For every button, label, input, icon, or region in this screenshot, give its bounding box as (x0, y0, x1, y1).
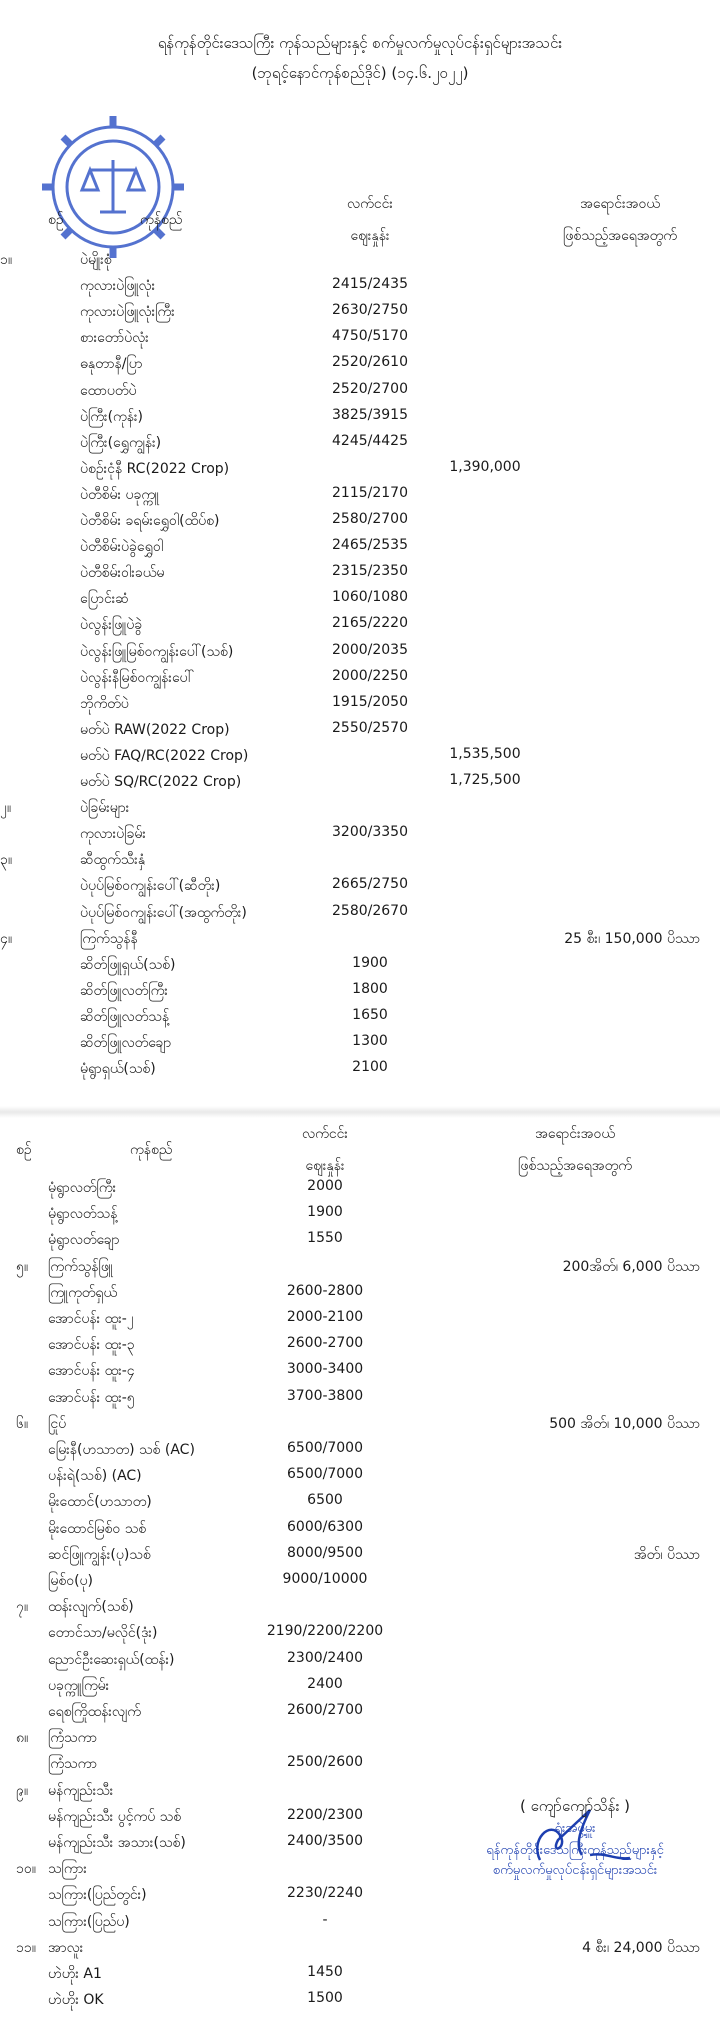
table-row (0, 1257, 720, 1281)
row-price: 4750/5170 (332, 328, 408, 345)
row-name: ဆိတ်ဖြူလတ်ကြီး (80, 982, 168, 999)
table-row (0, 1361, 720, 1385)
row-name: မတ်ပဲ RAW(2022 Crop) (80, 721, 230, 738)
row-price: 8000/9500 (287, 1544, 363, 1561)
row-rem: အိတ်၊ ပိဿာ (633, 1546, 700, 1563)
row-name: မြေးနီ(ဟသာတ) သစ် (AC) (48, 1442, 195, 1458)
signatory-position: ရုံးအဖွဲ့မှူး (554, 1821, 596, 1836)
row-price: 2665/2750 (332, 876, 408, 893)
table-row (0, 1597, 720, 1621)
row-price: 2165/2220 (332, 615, 408, 632)
row-price: 2190/2200/2200 (266, 1623, 384, 1640)
row-price: 4245/4425 (332, 432, 408, 449)
row-name: ကြက်သွန်ဖြူ (48, 1258, 113, 1275)
table-row (0, 1466, 720, 1490)
row-price: 2300/2400 (287, 1649, 363, 1666)
row-price: 1060/1080 (332, 589, 408, 606)
row-no: ၃။ (0, 852, 13, 869)
row-name: ပဲလွန်းနီမြစ်ဝကျွန်းပေါ် (80, 669, 194, 686)
row-price: 2315/2350 (332, 563, 408, 580)
header-no-2: စဉ် (16, 1142, 32, 1158)
row-price: 2600-2800 (286, 1282, 364, 1299)
row-price: 6500/7000 (287, 1440, 363, 1456)
row-name: မတ်ပဲ SQ/RC(2022 Crop) (80, 774, 242, 790)
table-row (0, 1178, 720, 1202)
row-name: တောင်သာ/မလိုင်(ဒုံး) (48, 1625, 158, 1642)
row-name: မိုးထောင်(ဟသာတ) (48, 1494, 152, 1511)
row-name: ရေစကြိုထန်းလျက် (48, 1704, 141, 1720)
row-mid: 1,390,000 (449, 458, 521, 475)
table-row (0, 1388, 720, 1412)
row-name: ကြံသကာ (48, 1730, 98, 1747)
row-no: ၁၁။ (16, 1939, 36, 1956)
row-no: ၅။ (16, 1258, 29, 1275)
row-price: 3700-3800 (286, 1387, 364, 1404)
row-name: ထန်းလျက်(သစ်) (48, 1599, 134, 1616)
row-name: ပဲလွန်းဖြူမြစ်ဝကျွန်းပေါ်(သစ်) (80, 643, 234, 660)
row-name: မန်ကျည်းသီး အသား(သစ်) (48, 1835, 186, 1851)
table-row (0, 1519, 720, 1543)
header-price-line2-2: ဈေးနှုန်း (305, 1158, 345, 1174)
association-seal-icon (38, 112, 188, 262)
row-price: 2415/2435 (332, 276, 408, 293)
row-price: 2465/2535 (332, 537, 408, 554)
header-volume-line1: အရောင်းအဝယ် (580, 196, 660, 212)
row-no: ၉။ (16, 1782, 29, 1799)
row-price: 9000/10000 (282, 1571, 368, 1587)
table-row (0, 407, 720, 431)
row-name: အာလူး (48, 1939, 84, 1956)
table-row (0, 433, 720, 457)
table-row (0, 772, 720, 796)
row-name: ပဲတီစိမ်း ပခုက္ကူ (80, 486, 160, 503)
table-row (0, 1990, 720, 2014)
table-row (0, 1885, 720, 1909)
row-price: 2400/3500 (287, 1833, 363, 1849)
row-name: ပဲပုပ်မြစ်ဝကျွန်းပေါ်(ဆီတိုး) (80, 878, 221, 895)
row-name: အောင်ပန်း ထူး-၃ (48, 1337, 135, 1354)
table-row (0, 668, 720, 692)
table-row (0, 694, 720, 718)
table-row (0, 1309, 720, 1333)
row-name: ဟဲဟိုး A1 (48, 1966, 102, 1982)
table-row (0, 1204, 720, 1228)
row-price: 2100 (352, 1059, 388, 1076)
row-name: ဟဲဟိုး OK (48, 1992, 104, 2009)
row-price: 2200/2300 (287, 1806, 363, 1823)
header-price-line2: ဈေးနှုန်း (350, 228, 390, 244)
row-price: 2115/2170 (332, 484, 408, 501)
table-row (0, 850, 720, 874)
table-row (0, 1650, 720, 1674)
row-name: ပဲစဉ်းငုံနီ RC(2022 Crop) (80, 460, 230, 477)
row-name: ဆင်ဖြူကျွန်း(ပု)သစ် (48, 1546, 151, 1563)
table-row (0, 720, 720, 744)
row-name: မုံရွာလတ်ကြီး (48, 1180, 117, 1196)
page-divider (0, 1106, 720, 1118)
row-rem: 500 အိတ်၊ 10,000 ပိဿာ (549, 1415, 700, 1432)
row-price: 1300 (352, 1033, 388, 1049)
row-no: ၁၀။ (16, 1861, 36, 1878)
row-price: 2520/2700 (332, 380, 408, 397)
table-row (0, 1283, 720, 1307)
row-name: ညောင်ဦးဆေးရှယ်(ထန်း) (48, 1651, 175, 1668)
row-name: သကြား(ပြည်ပ) (48, 1913, 130, 1930)
table-row (0, 903, 720, 927)
table-row (0, 537, 720, 561)
header-no: စဉ် (48, 212, 64, 228)
row-no: ၆။ (16, 1415, 29, 1432)
table-row (0, 1335, 720, 1359)
row-price: - (322, 1911, 328, 1928)
table-row (0, 302, 720, 326)
table-row (0, 1728, 720, 1752)
table-row (0, 485, 720, 509)
row-price: 2580/2700 (332, 511, 408, 527)
row-name: မုံရွာလတ်ချော (48, 1232, 120, 1249)
table-row (0, 1033, 720, 1057)
row-name: ပန်းရဲ(သစ်) (AC) (48, 1468, 142, 1485)
row-name: မုံရွာလတ်သန့် (48, 1206, 118, 1223)
row-price: 2000/2035 (332, 641, 408, 658)
row-price: 2630/2750 (332, 302, 408, 319)
row-no: ၇။ (16, 1599, 29, 1616)
table-row (0, 824, 720, 848)
row-price: 2580/2670 (332, 902, 408, 919)
row-price: 1800 (352, 980, 388, 997)
row-name: ကုလားပဲဖြူလုံးကြီး (80, 304, 175, 321)
table-row (0, 955, 720, 979)
row-name: မြစ်ဝ(ပု) (48, 1573, 93, 1589)
document-title: ရန်ကုန်တိုင်းဒေသကြီး ကုန်သည်များနှင့် စက်မှုလက်မှုလုပ်ငန်းရှင်များအသင်း (157, 34, 563, 52)
row-price: 2000-2100 (286, 1309, 364, 1325)
row-name: ပဲကြီး(ရွှေကျွန်း) (80, 434, 162, 451)
row-price: 6000/6300 (287, 1518, 363, 1535)
row-price: 2550/2570 (332, 719, 408, 736)
row-price: 1915/2050 (332, 693, 408, 710)
table-row (0, 1676, 720, 1700)
row-name: ထောပတ်ပဲ (80, 382, 137, 399)
table-row (0, 1230, 720, 1254)
table-row (0, 1007, 720, 1031)
row-price: 1900 (307, 1204, 343, 1221)
row-name: ဆိတ်ဖြူလတ်သန့် (80, 1008, 170, 1025)
table-row (0, 615, 720, 639)
row-name: ပခုက္ကူကြမ်း (48, 1677, 110, 1694)
row-name: ဆိတ်ဖြူရှယ်(သစ်) (80, 956, 176, 973)
row-rem: 25 စီး၊ 150,000 ပိဿာ (564, 930, 700, 947)
row-price: 1900 (352, 954, 388, 971)
table-row (0, 459, 720, 483)
row-name: ပဲလွန်းဖြူပဲခွဲ (80, 617, 143, 634)
table-row (0, 929, 720, 953)
row-mid: 1,535,500 (449, 745, 521, 762)
row-name: ပဲခြမ်းများ (80, 800, 130, 817)
row-price: 2500/2600 (287, 1754, 363, 1771)
row-name: မိုးထောင်မြစ်ဝ သစ် (48, 1520, 147, 1537)
row-price: 3825/3915 (332, 406, 408, 423)
row-price: 3000-3400 (286, 1361, 364, 1378)
row-no: ၁။ (0, 252, 13, 268)
row-name: ပဲတီစိမ်း ခရမ်းရွှေဝါ(ထိပ်စ) (80, 513, 220, 529)
header-price-line1: လက်ငင်း (347, 196, 393, 212)
row-name: မန်ကျည်းသီး (48, 1782, 114, 1799)
row-name: ကုလားပဲခြမ်း (80, 826, 146, 843)
table-row (0, 1912, 720, 1936)
row-name: ဆိတ်ဖြူလတ်ချော (80, 1035, 172, 1051)
row-price: 2230/2240 (287, 1885, 363, 1902)
table-row (0, 1754, 720, 1778)
header-volume-line1-2: အရောင်းအဝယ် (535, 1126, 615, 1142)
row-name: ကြံသကာ (48, 1756, 98, 1773)
table-row (0, 250, 720, 274)
row-rem: 200အိတ်၊ 6,000 ပိဿာ (562, 1258, 700, 1275)
signatory-org-line2: စက်မှုလက်မှုလုပ်ငန်းရှင်များအသင်း (492, 1863, 658, 1878)
table-row (0, 1623, 720, 1647)
table-row (0, 328, 720, 352)
table-row (0, 981, 720, 1005)
table-row (0, 642, 720, 666)
row-price: 3200/3350 (332, 824, 408, 841)
table-row (0, 1571, 720, 1595)
row-name: ပဲမျိုးစုံ (80, 252, 112, 268)
row-price: 2000 (307, 1178, 343, 1194)
table-row (0, 1545, 720, 1569)
table-row (0, 1702, 720, 1726)
row-price: 2400 (307, 1675, 343, 1692)
table-row (0, 1492, 720, 1516)
table-row (0, 1059, 720, 1083)
row-name: ပဲတီစိမ်းဝါးခယ်မ (80, 565, 165, 582)
row-name: ပဲကြီး(ကုန်း) (80, 408, 144, 425)
row-name: သကြား (48, 1861, 87, 1878)
table-row (0, 1938, 720, 1962)
signatory-name: ( ကျော်ကျော်သိန်း ) (519, 1797, 631, 1815)
row-price: 1450 (307, 1964, 343, 1980)
table-row (0, 1964, 720, 1988)
signatory-org-line1: ရန်ကုန်တိုင်းဒေသကြီးကုန်သည်များနှင့် (486, 1843, 664, 1858)
table-row (0, 746, 720, 770)
header-volume-line2-2: ဖြစ်သည့်အရေအတွက် (518, 1158, 632, 1174)
row-name: ဘိုကိတ်ပဲ (80, 695, 129, 712)
row-rem: 4 စီး၊ 24,000 ပိဿာ (582, 1939, 700, 1956)
header-price-line1-2: လက်ငင်း (302, 1126, 348, 1142)
row-name: ပဲပုပ်မြစ်ဝကျွန်းပေါ်(အထွက်တိုး) (80, 904, 247, 921)
row-name: ပြောင်းဆံ (80, 591, 129, 608)
table-row (0, 876, 720, 900)
table-row (0, 511, 720, 535)
row-price: 6500/7000 (287, 1466, 363, 1483)
row-name: မန်ကျည်းသီး ပွင့်ကပ် သစ် (48, 1808, 182, 1825)
row-name: အောင်ပန်း ထူး-၂ (48, 1311, 134, 1327)
row-name: ဓနုတာနီ/ပြာ (80, 356, 143, 373)
document-subtitle: (ဘုရင့်နောင်ကုန်စည်ဒိုင်) (၁၄.၆.၂၀၂၂) (251, 64, 469, 82)
row-no: ၈။ (16, 1730, 29, 1747)
row-price: 2600-2700 (286, 1335, 364, 1352)
row-name: ကုလားပဲဖြူလုံး (80, 278, 156, 295)
row-price: 1650 (352, 1006, 388, 1023)
row-price: 2520/2610 (332, 354, 408, 371)
row-name: ပဲတီစိမ်းပဲခွဲရွှေဝါ (80, 539, 164, 556)
table-row (0, 589, 720, 613)
row-price: 1550 (307, 1230, 343, 1247)
row-name: အောင်ပန်း ထူး-၄ (48, 1363, 135, 1380)
header-item-2: ကုန်စည် (130, 1142, 173, 1158)
table-row (0, 381, 720, 405)
row-price: 2000/2250 (332, 667, 408, 684)
row-name: မုံရွာရှယ်(သစ်) (80, 1061, 156, 1078)
header-volume-line2: ဖြစ်သည့်အရေအတွက် (563, 228, 677, 244)
table-row (0, 276, 720, 300)
row-no: ၂။ (0, 800, 12, 817)
table-row (0, 1440, 720, 1464)
row-price: 6500 (307, 1492, 343, 1509)
row-price: 2600/2700 (287, 1702, 363, 1718)
header-item: ကုန်စည် (140, 212, 183, 228)
row-name: မတ်ပဲ FAQ/RC(2022 Crop) (80, 747, 249, 764)
row-name: ဆီထွက်သီးနှံ (80, 852, 146, 869)
row-name: သကြား(ပြည်တွင်း) (48, 1887, 147, 1904)
row-name: ကြူကုတ်ရှယ် (48, 1284, 118, 1301)
table-row (0, 354, 720, 378)
table-row (0, 563, 720, 587)
row-name: စားတော်ပဲလုံး (80, 330, 149, 347)
row-name: အောင်ပန်း ထူး-၅ (48, 1389, 135, 1406)
row-price: 1500 (307, 1990, 343, 2007)
table-row (0, 1414, 720, 1438)
row-name: ငြုပ် (48, 1415, 67, 1432)
row-no: ၄။ (0, 930, 13, 947)
row-name: ကြက်သွန်နီ (80, 930, 138, 947)
table-row (0, 798, 720, 822)
row-mid: 1,725,500 (449, 772, 521, 788)
